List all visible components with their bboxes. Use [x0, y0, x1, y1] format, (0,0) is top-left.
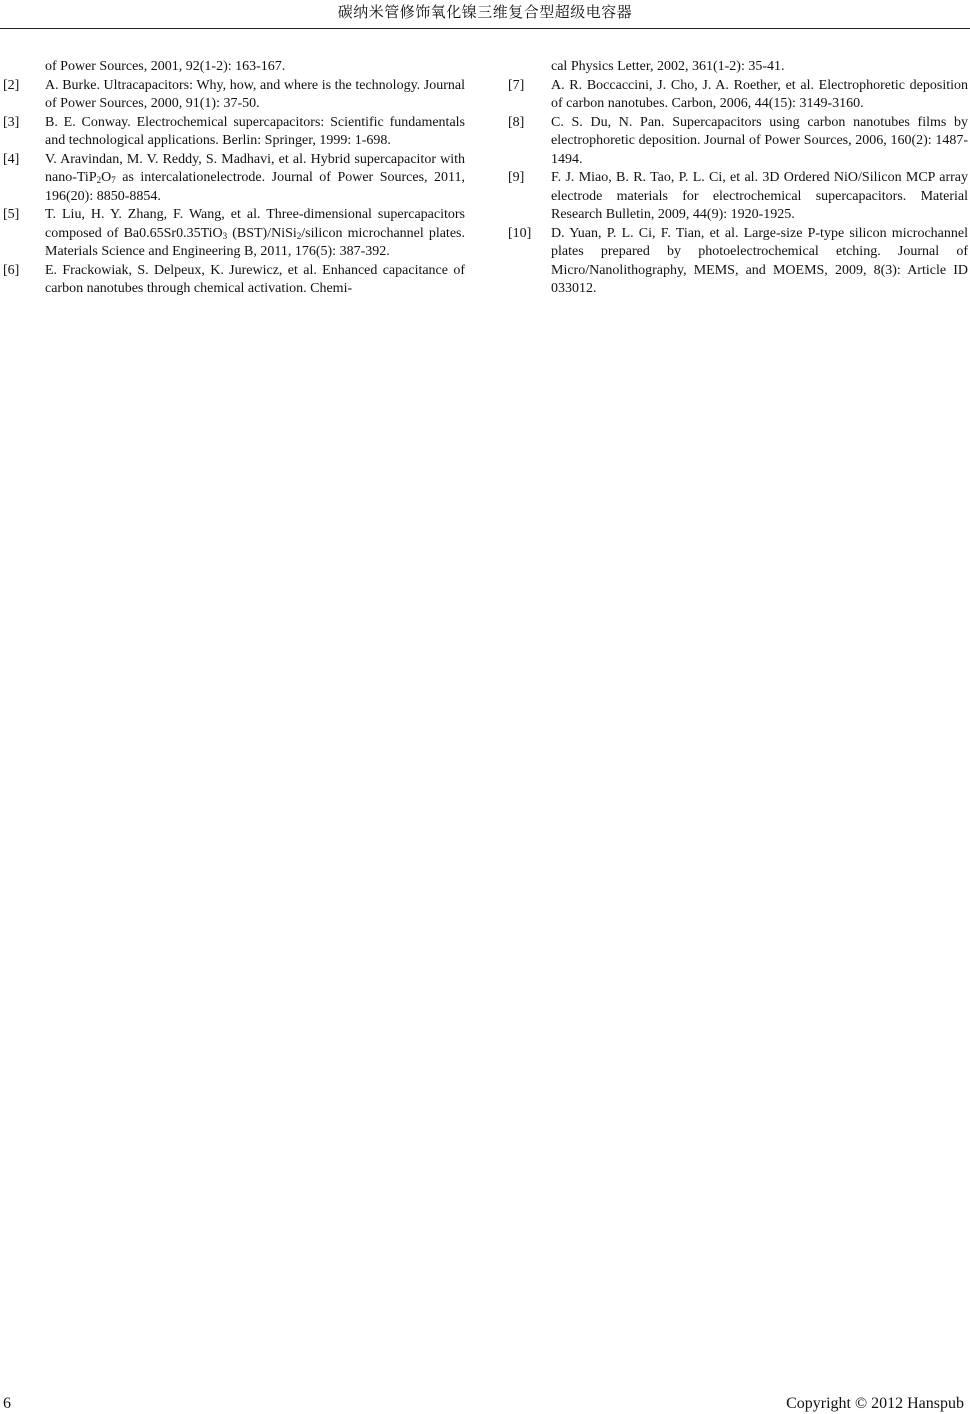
reference-number: [5] [3, 207, 20, 222]
references-right-column [506, 58, 968, 299]
reference-text-part: (BST)/NiSi [227, 225, 297, 241]
reference-text: A. Burke. Ultracapacitors: Why, how, and where is the technology. Journal of Power Sources, 2000, 91(1): 37-50. [45, 77, 465, 111]
reference-number: [9] [508, 170, 525, 185]
reference-text: F. J. Miao, B. R. Tao, P. L. Ci, et al. 3D Ordered NiO/Silicon MCP array electrode materials for electrochemical supercapacitors. Material Research Bulletin, 2009, 44(9): 1920-1925. [551, 170, 968, 222]
reference-number: [7] [508, 77, 525, 93]
subscript: 2 [296, 230, 302, 241]
reference-number: [3] [3, 114, 20, 130]
reference-item [0, 206, 465, 262]
reference-item [0, 151, 465, 207]
references-left-column [0, 58, 465, 299]
reference-text-part: as intercalationelectrode. Journal of Power Sources, 2011, 196(20): 8850-8854. [45, 170, 465, 204]
subscript: 2 [96, 175, 102, 185]
reference-item [0, 262, 465, 299]
reference-item [506, 114, 968, 170]
reference-number: [2] [3, 77, 20, 93]
page-header [0, 0, 970, 29]
reference-number: [10] [508, 225, 532, 241]
page-footer [0, 1394, 970, 1414]
running-title: 碳纳米管修饰氧化镍三维复合型超级电容器 [337, 3, 633, 21]
reference-item [0, 114, 465, 151]
reference-item [506, 225, 968, 299]
reference-text-part: /silicon microchannel plates. Materials Science and Engineering B, 2011, 176(5): 387-392. [45, 225, 465, 259]
reference-text: C. S. Du, N. Pan. Supercapacitors using carbon nanotubes films by electrophoretic deposition. Journal of Power Sources, 2006, 160(2): 1487-1494. [551, 114, 968, 167]
reference-number: [6] [3, 262, 20, 278]
reference-text: B. E. Conway. Electrochemical supercapacitors: Scientific fundamentals and technological applications. Berlin: Springer, 1999: 1-698. [45, 114, 465, 148]
reference-text: D. Yuan, P. L. Ci, F. Tian, et al. Large-size P-type silicon microchannel plates prepared by photoelectrochemical etching. Journal of Micro/Nanolithography, MEMS, and MOEMS, 2009, 8(3): Article ID 033012. [551, 225, 968, 296]
reference-text-part: V. Aravindan, M. V. Reddy, S. Madhavi, et al. Hybrid supercapacitor with nano-TiP [45, 151, 465, 185]
reference-item [506, 77, 968, 114]
reference-text [45, 151, 465, 207]
subscript: 7 [111, 175, 116, 185]
reference-number: [8] [508, 114, 525, 130]
reference-text [45, 206, 465, 262]
reference-text: of Power Sources, 2001, 92(1-2): 163-167. [45, 59, 286, 74]
reference-item [0, 77, 465, 114]
reference-text: E. Frackowiak, S. Delpeux, K. Jurewicz, et al. Enhanced capacitance of carbon nanotubes through chemical activation. Chemi- [45, 262, 465, 296]
subscript: 3 [222, 230, 228, 241]
reference-item [506, 169, 968, 225]
reference-continuation [506, 58, 968, 77]
reference-text-part: O [101, 170, 112, 185]
copyright-notice: Copyright © 2012 Hanspub [786, 1395, 964, 1412]
reference-number: [4] [3, 151, 20, 167]
reference-text-part: T. Liu, H. Y. Zhang, F. Wang, et al. Three-dimensional supercapacitors composed of Ba0.65Sr0.35TiO [45, 207, 465, 241]
reference-continuation [0, 58, 465, 77]
reference-text: cal Physics Letter, 2002, 361(1-2): 35-41. [551, 59, 785, 74]
reference-text: A. R. Boccaccini, J. Cho, J. A. Roether, et al. Electrophoretic deposition of carbon nanotubes. Carbon, 2006, 44(15): 3149-3160. [551, 77, 968, 111]
page-number: 6 [3, 1395, 11, 1412]
